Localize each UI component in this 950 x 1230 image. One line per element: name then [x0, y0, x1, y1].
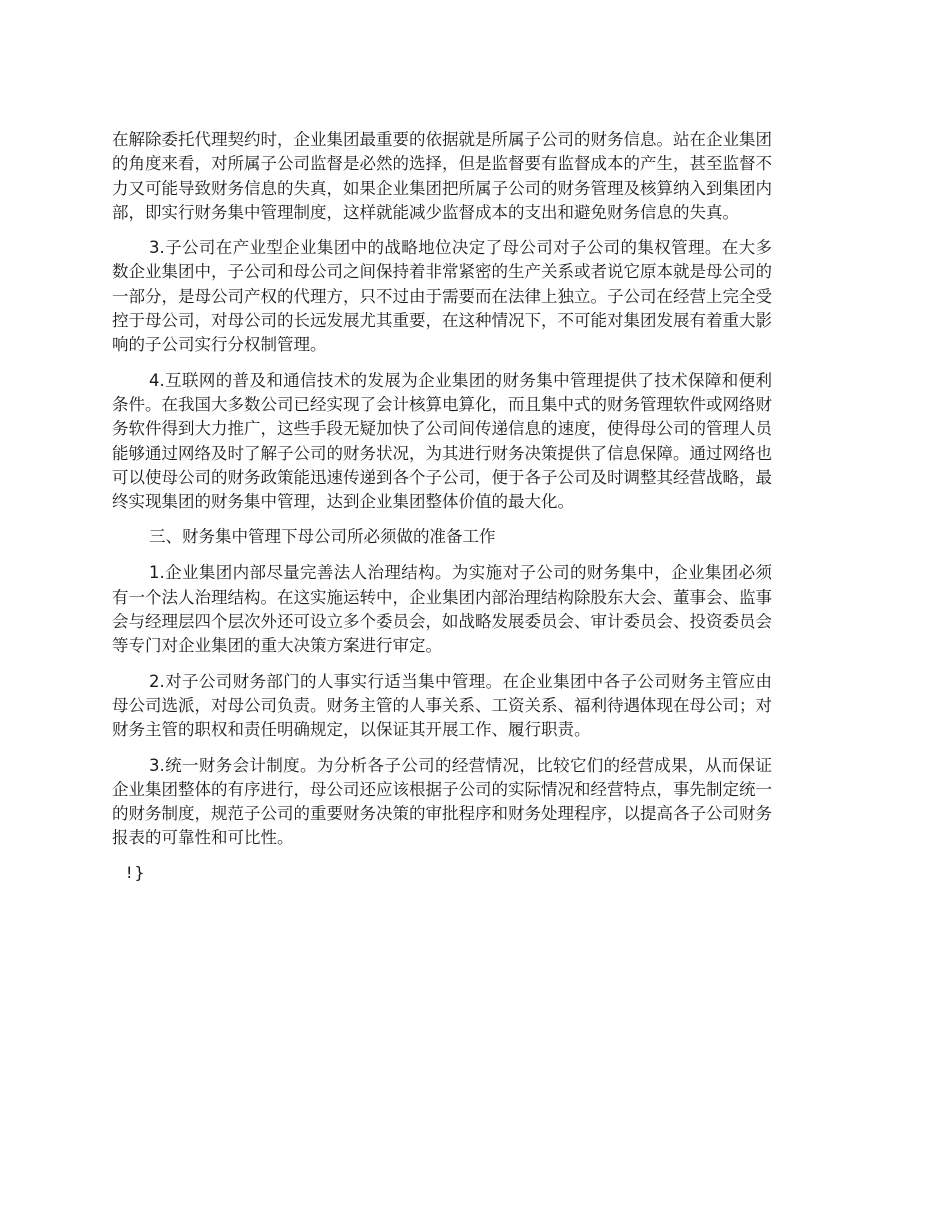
section-paragraph-3: 3.统一财务会计制度。为分析各子公司的经营情况，比较它们的经营成果，从而保证企业集团整体的有序进行，母公司还应该根据子公司的实际情况和经营特点，事先制定统一的财务制度，规范子公司的重要财务决策的审批程序和财务处理程序，以提高各子公司财务报表的可靠性和可比性。 [112, 755, 772, 848]
section-heading: 三、财务集中管理下母公司所必须做的准备工作 [149, 527, 496, 547]
trailing-text: !} [126, 862, 147, 882]
body-paragraph-3: 4.互联网的普及和通信技术的发展为企业集团的财务集中管理提供了技术保障和便利条件。在我国大多数公司已经实现了会计核算电算化，而且集中式的财务管理软件或网络财务软件得到大力推广，这些手段无疑加快了公司间传递信息的速度，使得母公司的管理人员能够通过网络及时了解子公司的财务状况，为其进行财务决策提供了信息保障。通过网络也可以使母公司的财务政策能迅速传递到各个子公司，便于各子公司及时调整其经营战略，最终实现集团的财务集中管理，达到企业集团整体价值的最大化。 [112, 370, 772, 512]
body-paragraph-1: 在解除委托代理契约时，企业集团最重要的依据就是所属子公司的财务信息。站在企业集团的角度来看，对所属子公司监督是必然的选择，但是监督要有监督成本的产生，甚至监督不力又可能导致财务信息的失真，如果企业集团把所属子公司的财务管理及核算纳入到集团内部，即实行财务集中管理制度，这样就能减少监督成本的支出和避免财务信息的失真。 [112, 130, 772, 222]
body-paragraph-2: 3.子公司在产业型企业集团中的战略地位决定了母公司对子公司的集权管理。在大多数企业集团中，子公司和母公司之间保持着非常紧密的生产关系或者说它原本就是母公司的一部分，是母公司产权的代理方，只不过由于需要而在法律上独立。子公司在经营上完全受控于母公司，对母公司的长远发展尤其重要，在这种情况下，不可能对集团发展有着重大影响的子公司实行分权制管理。 [112, 238, 772, 355]
section-paragraph-2: 2.对子公司财务部门的人事实行适当集中管理。在企业集团中各子公司财务主管应由母公司选派，对母公司负责。财务主管的人事关系、工资关系、福利待遇体现在母公司；对财务主管的职权和责任明确规定，以保证其开展工作、履行职责。 [112, 671, 772, 740]
document-page [112, 128, 772, 884]
section-paragraph-1: 1.企业集团内部尽量完善法人治理结构。为实施对子公司的财务集中，企业集团必须有一个法人治理结构。在这实施运转中，企业集团内部治理结构除股东大会、董事会、监事会与经理层四个层次外还可设立多个委员会，如战略发展委员会、审计委员会、投资委员会等专门对企业集团的重大决策方案进行审定。 [112, 563, 772, 656]
